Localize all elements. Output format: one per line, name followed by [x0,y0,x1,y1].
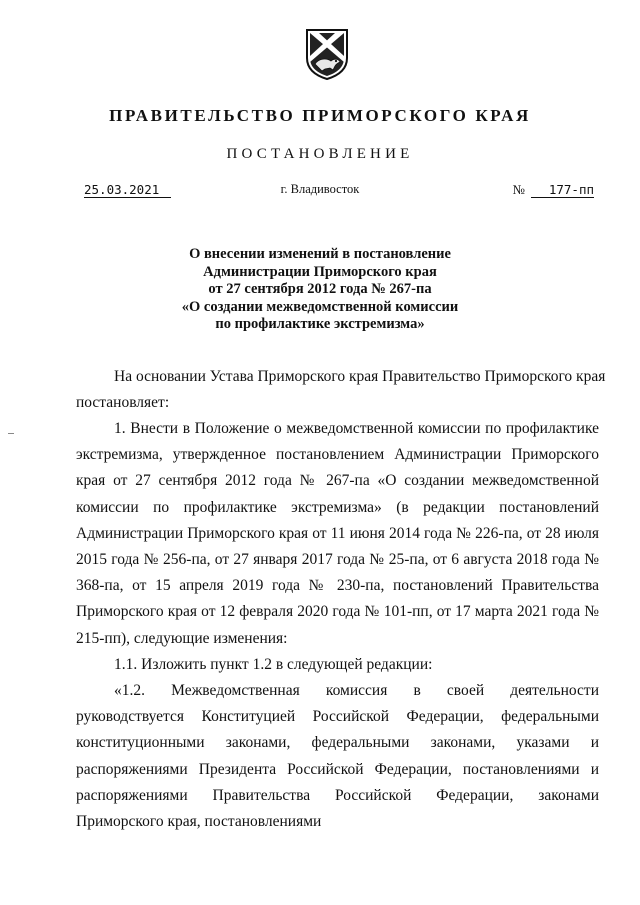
decree-subject [0,246,640,334]
item-1-paragraph: 1. Внести в Положение о межведомственной комиссии по профилактике экстремизма, утвержденное постановлением Администрации Приморского края от 27 сентября 2012 года № 267-па «О создании межведомственной комиссии по профилактике экстремизма» (в редакции постановлений Администрации Приморского края от 11 июня 2014 года № 226-па, от 28 июля 2015 года № 256-па, от 27 января 2017 года № 25-па, от 6 августа 2018 года № 368-па, от 15 апреля 2019 года № 230-па, постановлений Правительства Приморского края от 12 февраля 2020 года № 101-пп, от 17 марта 2021 года № 215-пп), следующие изменения: [76,420,599,647]
subject-line: Администрации Приморского края [203,263,437,280]
decree-number-block [512,182,594,198]
decree-number: 177-пп [531,182,594,198]
subject-line: по профилактике экстремизма» [215,316,425,332]
scan-margin-mark [8,433,14,434]
item-1-1-paragraph: 1.1. Изложить пункт 1.2 в следующей редакции: [114,656,433,673]
quoted-paragraph: «1.2. Межведомственная комиссия в своей деятельности руководствуется Конституцией Российской Федерации, федеральными конституционными законами, федеральными законами, указами и распоряжениями Президента Российской Федерации, постановлениями и распоряжениями Правительства Российской Федерации, законами Приморского края, постановлениями [76,682,599,831]
decree-date: 25.03.2021 [84,182,171,198]
subject-line: О внесении изменений в постановление [189,246,451,262]
government-title: ПРАВИТЕЛЬСТВО ПРИМОРСКОГО КРАЯ [109,106,531,125]
subject-line: «О создании межведомственной комиссии [181,298,459,315]
preamble-line: На основании Устава Приморского края Правительство Приморского края [114,368,606,385]
number-sign: № [512,182,525,197]
subject-line: от 27 сентября 2012 года № 267-па [208,281,432,297]
primorsky-coat-of-arms-icon [305,28,349,80]
preamble-line: постановляет: [76,394,170,412]
decree-city: г. Владивосток [280,182,360,196]
preamble [76,364,606,416]
document-type-title: ПОСТАНОВЛЕНИЕ [226,146,414,162]
